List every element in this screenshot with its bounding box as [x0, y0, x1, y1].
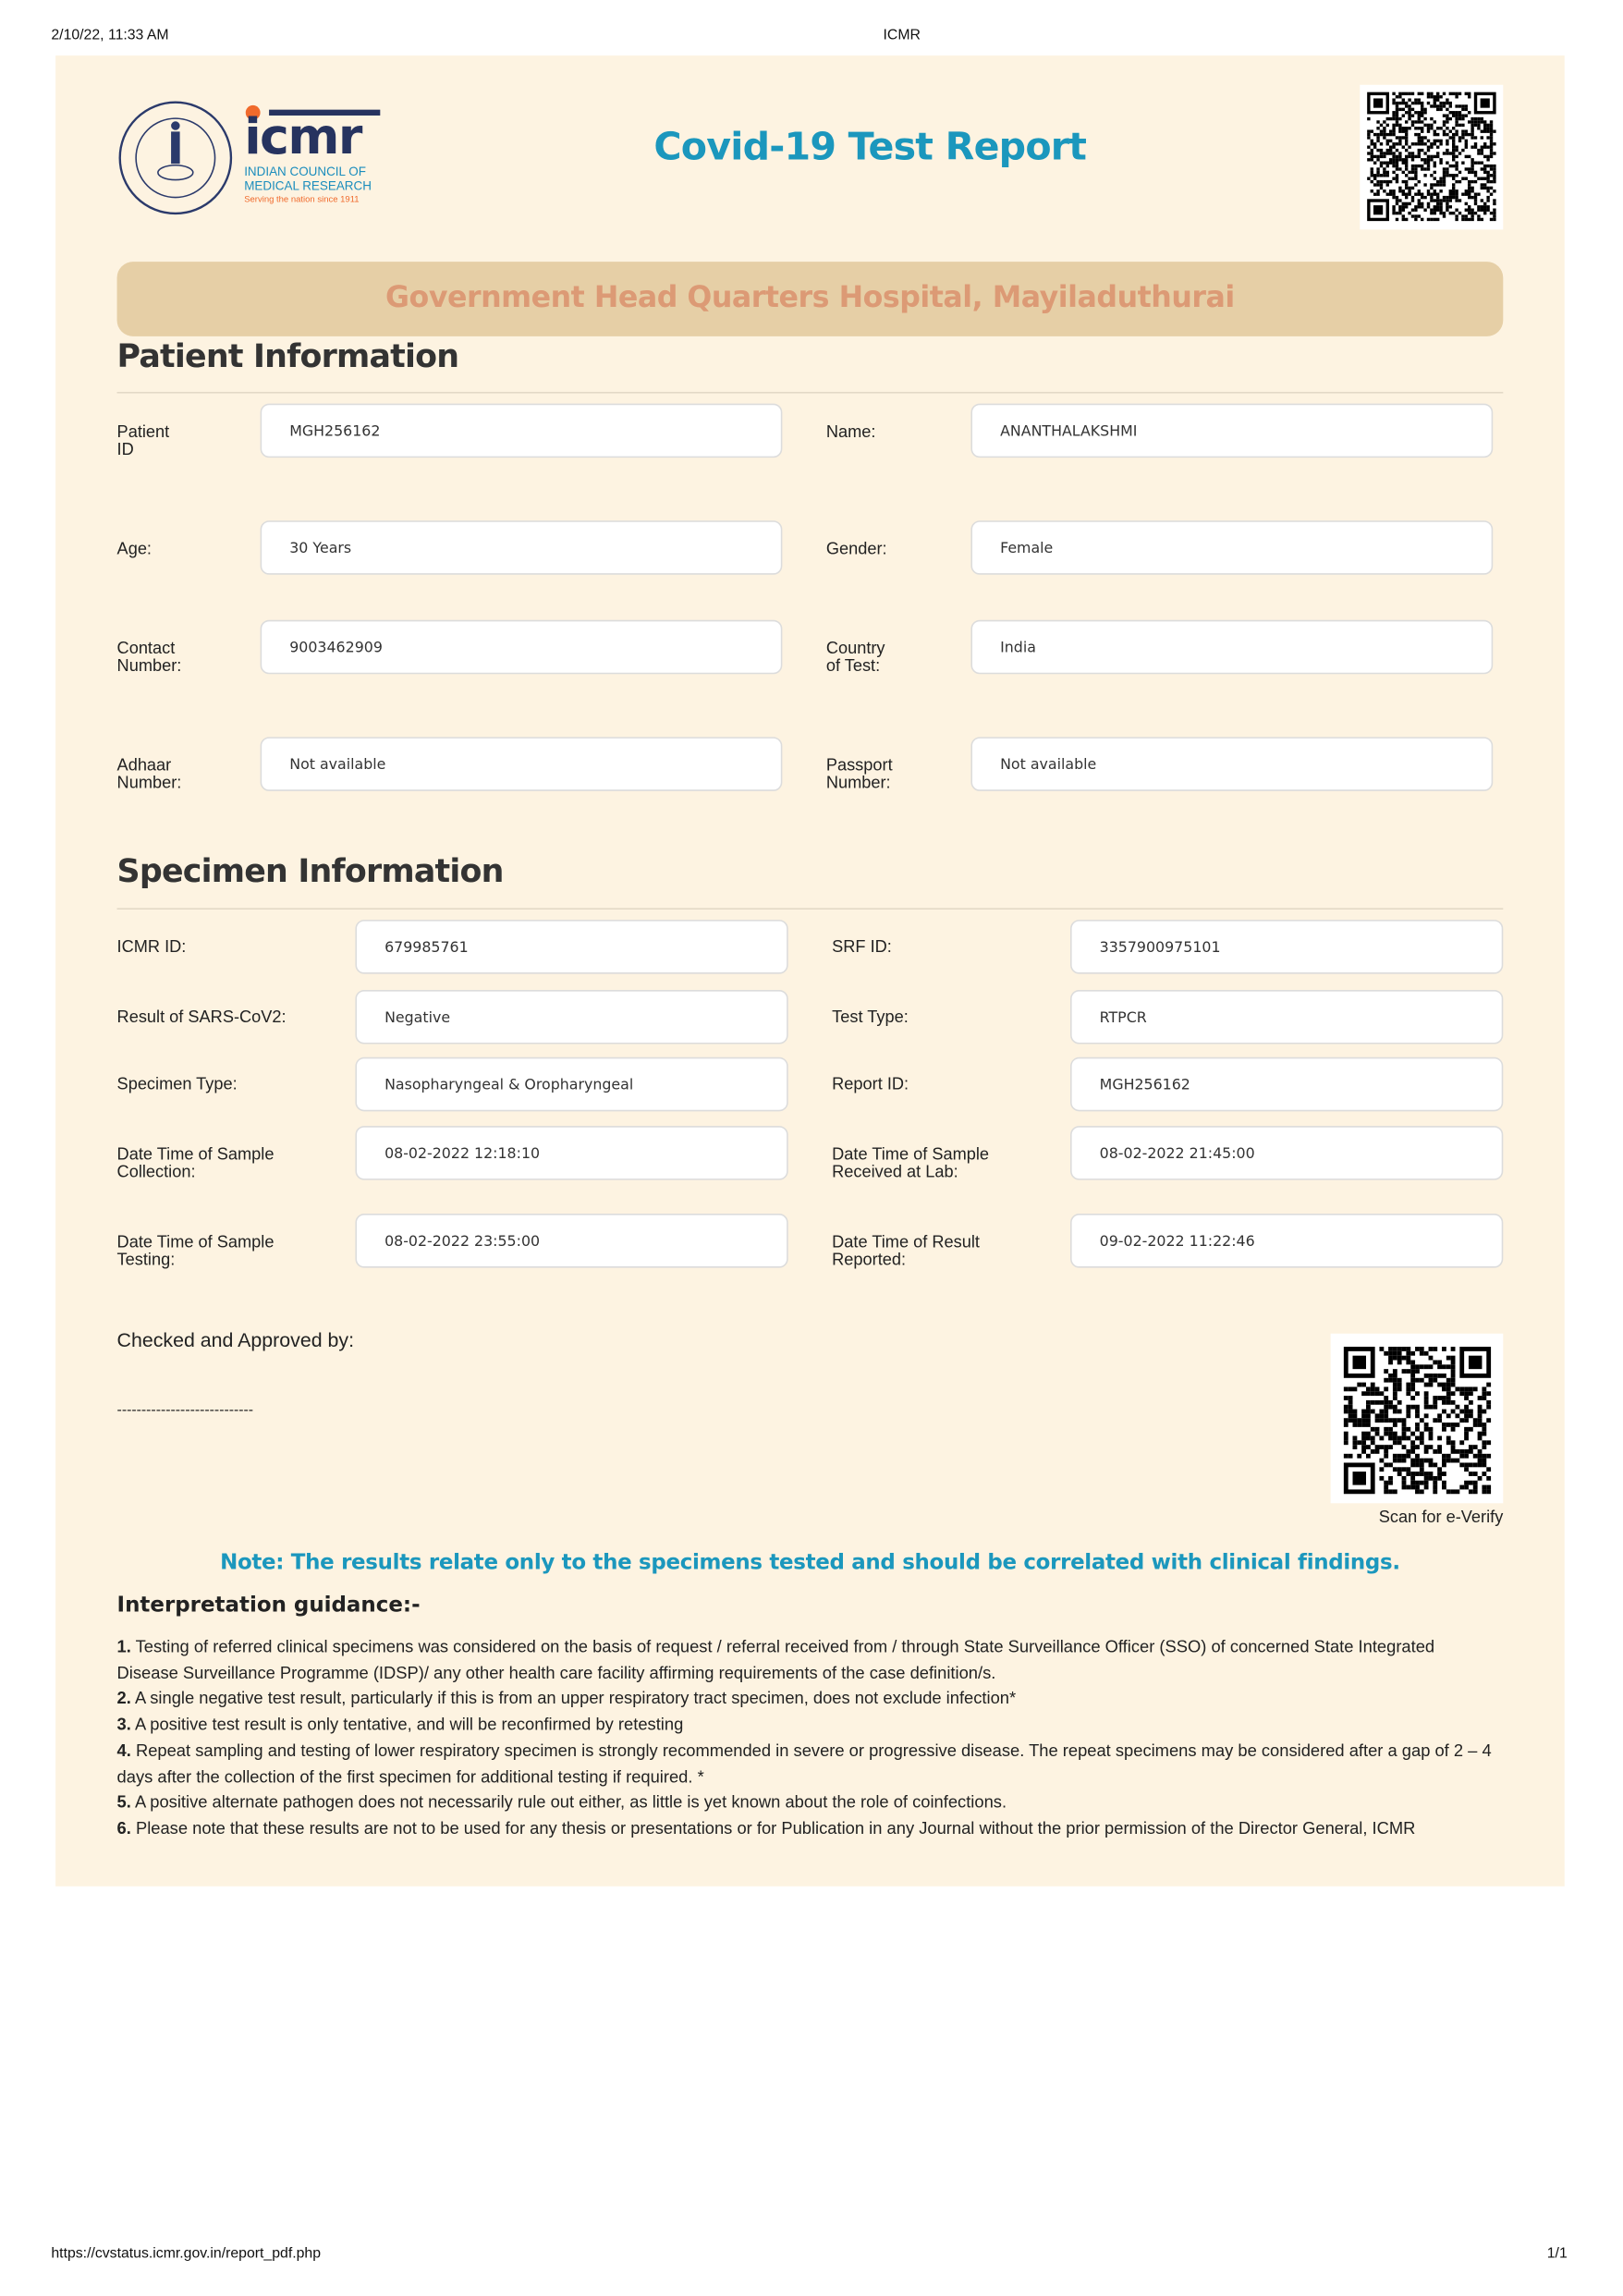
divider: [117, 392, 1504, 394]
report-title: Covid-19 Test Report: [653, 126, 1087, 170]
field-value: 679985761: [355, 920, 787, 974]
qr-code-top: [1360, 85, 1503, 230]
field-value: 08-02-2022 21:45:00: [1070, 1126, 1503, 1180]
guidance-item: [117, 1635, 1499, 1687]
field-value: 09-02-2022 11:22:46: [1070, 1214, 1503, 1268]
field-label: Contact Number:: [116, 640, 182, 676]
field-label: Country of Test:: [825, 640, 885, 676]
field-label: Date Time of Sample Collection:: [116, 1146, 275, 1182]
hospital-banner: Government Head Quarters Hospital, Mayiladuthurai: [117, 262, 1504, 336]
item-text: Repeat sampling and testing of lower respiratory specimen is strongly recommended in severe or progressive disease. The repeat specimens may be considered after a gap of 2 – 4 days after the collection of the first specimen for additional testing if required. *: [116, 1740, 1492, 1787]
divider: [117, 908, 1504, 910]
field-value: Not available: [261, 737, 783, 791]
field-label: Report ID:: [832, 1076, 909, 1094]
field-label: Passport Number:: [825, 757, 893, 793]
field-label: Age:: [116, 541, 153, 559]
field-value: ANANTHALAKSHMI: [970, 404, 1493, 458]
field-value: Not available: [970, 737, 1493, 791]
signature-line: ----------------------------: [116, 1402, 254, 1419]
report-page: 2/10/22, 11:33 AM ICMR icmr INDIAN COUNCIL OF MEDICAL RESEARCH Serving the nation since 1911 Covid-19 Test Report Government Head Quarters Hospital, Mayiladuthurai Patient Information Specimen Information Checked and Approved by: ---------------------------- Scan for e-Verify Note: The results relate only to the specimens tested and should be correlated with clinical findings. Interpretation guidance:- 1. Testing of referred clinical specimens was considered on the basis of request / referral received from / through State Surveillance Officer (SSO) of concerned State Integrated Disease Surveillance Programme (IDSP)/ any other health care facility affirming requirements of the case definition/s. 2. A single negative test result, particularly if this is from an upper respiratory tract specimen, does not exclude infection* 3. A positive test result is only tentative, and will be reconfirmed by retesting 4. Repeat sampling and testing of lower respiratory specimen is strongly recommended in severe or progressive disease. The repeat specimens may be considered after a gap of 2 – 4 days after the collection of the first specimen for additional testing if required. * 5. A positive alternate pathogen does not necessarily rule out either, as little is yet known about the role of coinfections. 6. Please note that these results are not to be used for any thesis or presentations or for Publication in any Journal without the prior permission of the Director General, ICMR https://cvstatus.icmr.gov.in/report_pdf.php 1/1 Patient ID MGH256162 Name: ANANTHALAKSHMI Age: 30 Years Gender: Female Contact Number: 9003462909 Country of Test: India Adhaar Number: Not available Passport Number: Not available ICMR ID: 679985761 SRF ID: 3357900975101 Result of SARS-CoV2: Negative Test Type: RTPCR Specimen Type: Nasopharyngeal & Oropharyngeal Report ID: MGH256162 Date Time of Sample Collection: 08-02-2022 12:18:10 Date Time of Sample Received at Lab: 08-02-2022 21:45:00 Date Time of Sample Testing: 08-02-2022 23:55:00 Date Time of Result Reported: 09-02-2022 11:22:46: [51, 28, 1568, 2263]
field-label: Patient ID: [116, 423, 170, 459]
print-datetime: 2/10/22, 11:33 AM: [51, 28, 169, 44]
print-title: ICMR: [883, 28, 921, 44]
item-number: 4.: [116, 1740, 131, 1761]
field-label: Date Time of Sample Received at Lab:: [832, 1146, 990, 1182]
icmr-seal-logo: [117, 100, 235, 217]
guidance-heading: Interpretation guidance:-: [116, 1594, 421, 1618]
specimen-info-heading: Specimen Information: [116, 853, 504, 891]
guidance-list: [117, 1635, 1499, 1842]
item-text: A positive test result is only tentative, and will be reconfirmed by retesting: [130, 1715, 684, 1735]
field-value: MGH256162: [261, 404, 783, 458]
logo-tagline: Serving the nation since 1911: [244, 195, 360, 205]
item-number: 2.: [116, 1689, 131, 1709]
item-text: A single negative test result, particularly if this is from an upper respiratory tract specimen, does not exclude infection*: [130, 1689, 1017, 1709]
field-value: Nasopharyngeal & Oropharyngeal: [355, 1057, 787, 1112]
print-url: https://cvstatus.icmr.gov.in/report_pdf.php: [51, 2245, 322, 2263]
item-number: 1.: [116, 1637, 131, 1657]
item-text: A positive alternate pathogen does not necessarily rule out either, as little is yet known about the role of coinfections.: [130, 1792, 1007, 1813]
item-text: Please note that these results are not to be used for any thesis or presentations or for Publication in any Journal without the prior permission of the Director General, ICMR: [130, 1818, 1416, 1838]
field-value: RTPCR: [1070, 990, 1503, 1044]
field-label: Specimen Type:: [116, 1076, 238, 1094]
field-label: SRF ID:: [832, 938, 892, 957]
field-value: 08-02-2022 23:55:00: [355, 1214, 787, 1268]
field-value: 3357900975101: [1070, 920, 1503, 974]
field-label: Gender:: [825, 541, 887, 559]
field-label: ICMR ID:: [116, 938, 187, 957]
patient-info-heading: Patient Information: [116, 339, 459, 376]
field-value: Negative: [355, 990, 787, 1044]
item-number: 6.: [116, 1818, 131, 1838]
qr-code-pattern: [1360, 85, 1503, 230]
field-label: Date Time of Sample Testing:: [116, 1234, 275, 1270]
e-verify-qr-code[interactable]: [1331, 1334, 1504, 1504]
logo-line1: INDIAN COUNCIL OF: [244, 164, 366, 179]
field-value: MGH256162: [1070, 1057, 1503, 1112]
field-label: Result of SARS-CoV2:: [116, 1008, 287, 1027]
field-label: Name:: [825, 423, 876, 442]
field-label: Adhaar Number:: [116, 757, 182, 793]
field-value: India: [970, 620, 1493, 675]
qr-code-pattern: [1331, 1334, 1504, 1504]
guidance-item: [117, 1816, 1499, 1842]
guidance-item: [117, 1713, 1499, 1739]
item-number: 3.: [116, 1715, 131, 1735]
logo-line2: MEDICAL RESEARCH: [244, 177, 372, 193]
field-value: 08-02-2022 12:18:10: [355, 1126, 787, 1180]
field-value: 9003462909: [261, 620, 783, 675]
print-page-number: 1/1: [1546, 2245, 1568, 2263]
field-label: Test Type:: [832, 1008, 909, 1027]
guidance-item: [117, 1790, 1499, 1816]
approved-by-label: Checked and Approved by:: [116, 1329, 355, 1351]
field-label: Date Time of Result Reported:: [832, 1234, 980, 1270]
scan-verify-label: Scan for e-Verify: [1378, 1508, 1504, 1527]
guidance-item: [117, 1687, 1499, 1713]
field-value: 30 Years: [261, 520, 783, 575]
results-note: Note: The results relate only to the specimens tested and should be correlated with clinical findings.: [220, 1551, 1400, 1575]
item-number: 5.: [116, 1792, 131, 1813]
item-text: Testing of referred clinical specimens was considered on the basis of request / referral received from / through State Surveillance Officer (SSO) of concerned State Integrated Disease Surveillance Programme (IDSP)/ any other health care facility affirming requirements of the case definition/s.: [116, 1637, 1435, 1683]
guidance-item: [117, 1739, 1499, 1790]
field-value: Female: [970, 520, 1493, 575]
